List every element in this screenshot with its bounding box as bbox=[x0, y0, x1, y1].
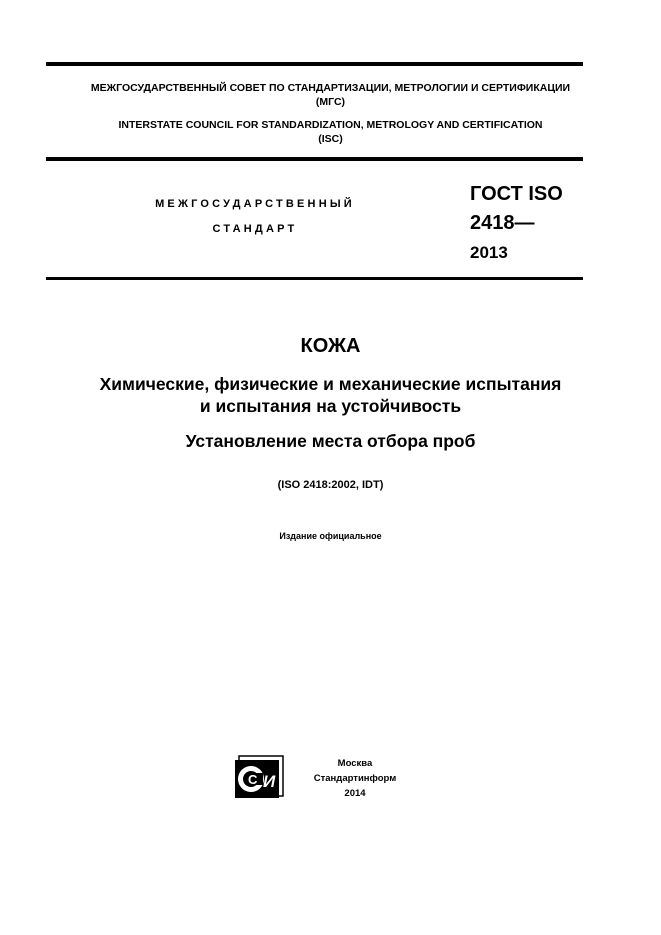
svg-text:И: И bbox=[263, 772, 276, 791]
document-title: КОЖА bbox=[300, 335, 361, 357]
council-ru-name: МЕЖГОСУДАРСТВЕННЫЙ СОВЕТ ПО СТАНДАРТИЗАЦИИ, МЕТРОЛОГИИ И СЕРТИФИКАЦИИ bbox=[90, 82, 571, 94]
council-en-abbr: (ISC) bbox=[318, 133, 343, 145]
designation-year: 2013 bbox=[470, 243, 508, 262]
iso-reference: (ISO 2418:2002, IDT) bbox=[277, 479, 384, 491]
edition-note: Издание официальное bbox=[279, 531, 382, 541]
standard-kind bbox=[100, 192, 410, 242]
subtitle-line2: и испытания на устойчивость bbox=[199, 396, 462, 416]
publisher-info bbox=[300, 756, 410, 801]
subtitle-line3: Установление места отбора проб bbox=[185, 431, 476, 451]
council-en bbox=[0, 118, 661, 146]
standartinform-logo-icon bbox=[233, 754, 285, 800]
publisher-city: Москва bbox=[337, 758, 373, 769]
council-ru bbox=[0, 81, 661, 109]
subtitle-line1: Химические, физические и механические испытания bbox=[99, 374, 562, 394]
council-ru-abbr: (МГС) bbox=[315, 96, 346, 108]
top-rule bbox=[46, 62, 583, 66]
council-divider bbox=[46, 157, 583, 161]
standard-designation bbox=[470, 180, 563, 267]
council-en-name: INTERSTATE COUNCIL FOR STANDARDIZATION, METROLOGY AND CERTIFICATION bbox=[118, 119, 543, 131]
publisher-name: Стандартинформ bbox=[313, 773, 397, 784]
svg-text:С: С bbox=[248, 772, 258, 787]
publisher-year: 2014 bbox=[344, 788, 366, 799]
document-subtitle bbox=[0, 373, 661, 417]
designation-line1: ГОСТ ISO bbox=[470, 183, 563, 205]
standard-kind-line1: МЕЖГОСУДАРСТВЕННЫЙ bbox=[155, 198, 355, 210]
designation-line2: 2418— bbox=[470, 212, 535, 234]
standard-kind-line2: СТАНДАРТ bbox=[212, 223, 298, 235]
header-bottom-rule bbox=[46, 277, 583, 280]
